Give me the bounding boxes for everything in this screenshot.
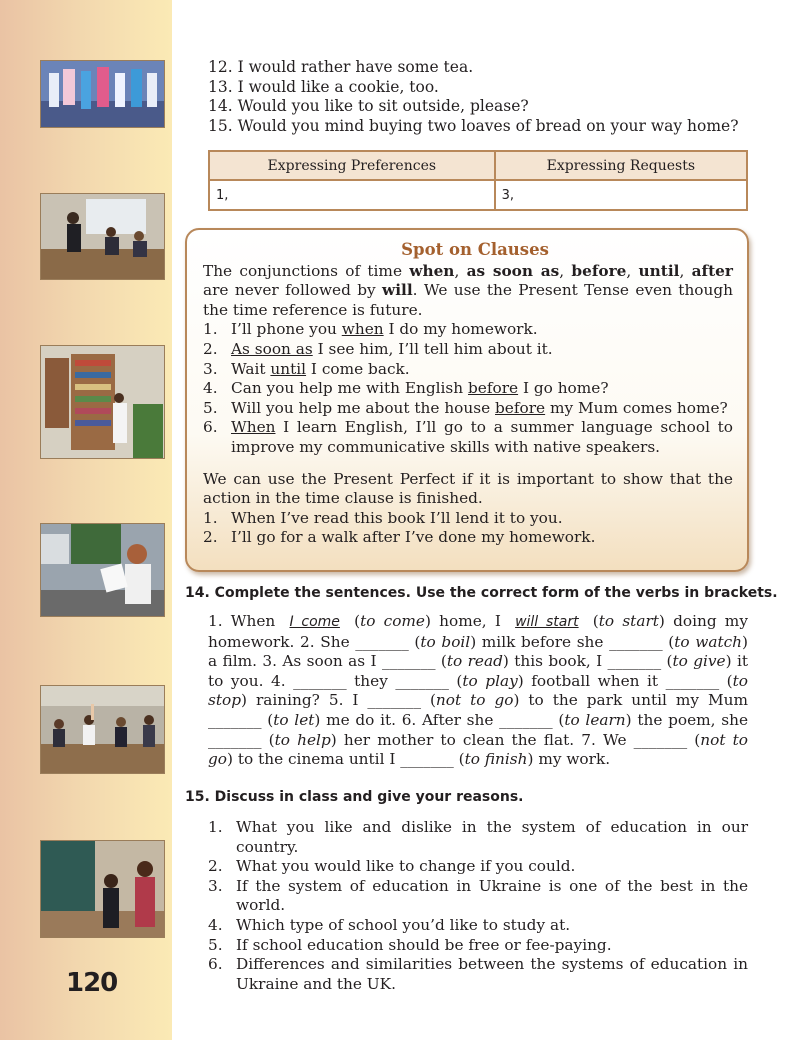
exercise-text: ) to the park until my Mum _______ ( bbox=[208, 691, 748, 729]
spot-intro bbox=[203, 262, 733, 321]
verb-hint: to start bbox=[598, 612, 659, 630]
photo-student-reading bbox=[40, 523, 165, 617]
sentence-line: 15. Would you mind buying two loaves of bread on your way home? bbox=[208, 116, 739, 135]
item-number: 5. bbox=[203, 398, 218, 417]
list-item bbox=[208, 916, 748, 936]
item-text: I’ll go for a walk after I’ve done my homework. bbox=[231, 528, 596, 547]
item-text: Will you help me about the house before my Mum comes home? bbox=[231, 398, 728, 417]
item-number: 1. bbox=[208, 818, 223, 836]
verb-hint: to let bbox=[273, 710, 315, 729]
verb-hint: to watch bbox=[674, 632, 743, 651]
exercise-text: ) doing my homework. 2. She _______ ( bbox=[208, 612, 748, 651]
verb-hint: to give bbox=[672, 652, 726, 671]
item-number: 1. bbox=[203, 320, 218, 339]
handwritten-answer: will start bbox=[515, 614, 579, 630]
verb-hint: to play bbox=[462, 671, 518, 690]
item-number: 2. bbox=[208, 857, 223, 876]
list-item bbox=[203, 528, 733, 548]
sentence-line: 12. I would rather have some tea. bbox=[208, 58, 474, 76]
exercise-text: ) raining? 5. I _______ ( bbox=[241, 691, 436, 710]
exercise-text: ) her mother to clean the flat. 7. We _______ ( bbox=[330, 730, 701, 749]
photo-classroom-hands-up bbox=[40, 685, 165, 774]
list-item bbox=[203, 399, 733, 419]
list-item bbox=[203, 418, 733, 457]
intro-keyword: as soon as bbox=[466, 261, 560, 280]
list-item bbox=[208, 877, 748, 916]
list-item bbox=[208, 818, 748, 857]
verb-hint: to help bbox=[274, 730, 331, 749]
exercise-text: ) to the cinema until I _______ ( bbox=[227, 750, 465, 769]
spot-title: Spot on Clauses bbox=[401, 240, 549, 259]
item-number: 3. bbox=[203, 359, 218, 378]
photo-teacher-at-board bbox=[40, 840, 165, 938]
verb-hint: to come bbox=[360, 612, 425, 630]
item-number: 3. bbox=[208, 876, 223, 895]
verb-hint: to finish bbox=[464, 750, 528, 769]
item-text: As soon as I see him, I’ll tell him about it. bbox=[231, 339, 553, 358]
verb-hint: to read bbox=[446, 652, 503, 671]
item-number: 5. bbox=[208, 935, 223, 954]
list-item bbox=[203, 509, 733, 529]
verb-hint: not to go bbox=[435, 691, 514, 710]
intro-keyword: after bbox=[691, 261, 733, 280]
intro-text: , bbox=[454, 261, 467, 280]
table-cell-preferences[interactable]: 1, bbox=[209, 180, 495, 210]
intro-text: The conjunctions of time bbox=[203, 261, 410, 280]
photo-dance-performance bbox=[40, 60, 165, 128]
exercise-text: ) milk before she _______ ( bbox=[470, 632, 675, 651]
intro-keyword: when bbox=[409, 261, 455, 280]
intro-text: , bbox=[679, 261, 692, 280]
item-number: 1. bbox=[203, 508, 218, 527]
item-text: When I learn English, I’ll go to a summer language school to improve my communicative skills with native speakers. bbox=[231, 418, 733, 456]
exercise-text: ) my work. bbox=[527, 750, 611, 769]
intro-text: are never followed by bbox=[203, 281, 383, 300]
item-text: What you like and dislike in the system of education in our country. bbox=[236, 818, 748, 856]
list-item bbox=[203, 340, 733, 360]
list-item bbox=[203, 320, 733, 340]
list-item bbox=[203, 379, 733, 399]
item-text: I’ll phone you when I do my homework. bbox=[231, 320, 538, 339]
intro-keyword: will bbox=[382, 281, 413, 300]
exercise-text: 1. When bbox=[208, 612, 284, 630]
exercise-text: ) it to you. 4. _______ they _______ ( bbox=[208, 652, 748, 690]
perfect-examples bbox=[203, 509, 733, 548]
verb-hint: to stop bbox=[208, 671, 748, 710]
exercise-text: ( bbox=[345, 612, 361, 630]
item-number: 4. bbox=[203, 379, 218, 398]
exercise-text: ) a film. 3. As soon as I _______ ( bbox=[208, 632, 748, 671]
sentence-line: 13. I would like a cookie, too. bbox=[208, 77, 439, 96]
intro-keyword: until bbox=[638, 261, 680, 280]
intro-text: , bbox=[559, 261, 572, 280]
list-item bbox=[203, 360, 733, 380]
item-text: Which type of school you’d like to study at. bbox=[236, 915, 571, 934]
table-cell-requests[interactable]: 3, bbox=[495, 180, 747, 210]
intro-text: . We use the Present Tense even though the time reference is future. bbox=[203, 281, 733, 319]
item-number: 2. bbox=[203, 528, 218, 547]
exercise-text: ( bbox=[584, 612, 599, 630]
task-15-list bbox=[208, 818, 748, 994]
item-text: Wait until I come back. bbox=[231, 359, 410, 378]
list-item bbox=[208, 936, 748, 956]
item-number: 6. bbox=[208, 955, 223, 974]
item-text: What you would like to change if you could. bbox=[236, 857, 576, 876]
task-14-exercise bbox=[208, 612, 748, 770]
page-number: 120 bbox=[66, 968, 118, 998]
item-number: 4. bbox=[208, 915, 223, 934]
exercise-text: ) the poem, she _______ ( bbox=[208, 710, 749, 749]
verb-hint: not to go bbox=[208, 730, 748, 769]
exercise-text: ) this book, I _______ ( bbox=[502, 652, 673, 671]
present-perfect-note: We can use the Present Perfect if it is important to show that the action in the time clause is finished. bbox=[203, 469, 733, 508]
list-item bbox=[208, 857, 748, 877]
exercise-text: ) me do it. 6. After she _______ ( bbox=[314, 710, 565, 729]
table-header-preferences: Expressing Preferences bbox=[209, 151, 495, 180]
item-number: 6. bbox=[203, 418, 218, 437]
exercise-text: ) football when it _______ ( bbox=[517, 671, 733, 690]
table-header-requests: Expressing Requests bbox=[495, 151, 747, 180]
photo-library bbox=[40, 345, 165, 459]
verb-hint: to boil bbox=[420, 632, 471, 651]
preferences-requests-table bbox=[208, 150, 748, 211]
photo-classroom-lesson bbox=[40, 193, 165, 280]
intro-text: , bbox=[626, 261, 639, 280]
handwritten-answer: I come bbox=[289, 614, 340, 630]
spot-examples bbox=[203, 320, 733, 457]
spot-on-clauses-box bbox=[185, 228, 749, 572]
intro-keyword: before bbox=[571, 261, 627, 280]
item-text: Can you help me with English before I go home? bbox=[231, 379, 609, 398]
sentence-list-continued bbox=[208, 58, 748, 136]
item-text: If school education should be free or fee-paying. bbox=[236, 935, 612, 954]
list-item bbox=[208, 955, 748, 994]
sentence-line: 14. Would you like to sit outside, please? bbox=[208, 97, 529, 115]
verb-hint: to learn bbox=[564, 710, 626, 729]
item-text: Differences and similarities between the systems of education in Ukraine and the UK. bbox=[236, 955, 748, 993]
item-number: 2. bbox=[203, 339, 218, 358]
task-14-title: 14. Complete the sentences. Use the correct form of the verbs in brackets. bbox=[185, 585, 778, 601]
exercise-text: ) home, I bbox=[424, 612, 510, 630]
task-15-title: 15. Discuss in class and give your reasons. bbox=[185, 789, 524, 805]
item-text: When I’ve read this book I’ll lend it to you. bbox=[231, 508, 563, 527]
item-text: If the system of education in Ukraine is one of the best in the world. bbox=[236, 876, 748, 915]
